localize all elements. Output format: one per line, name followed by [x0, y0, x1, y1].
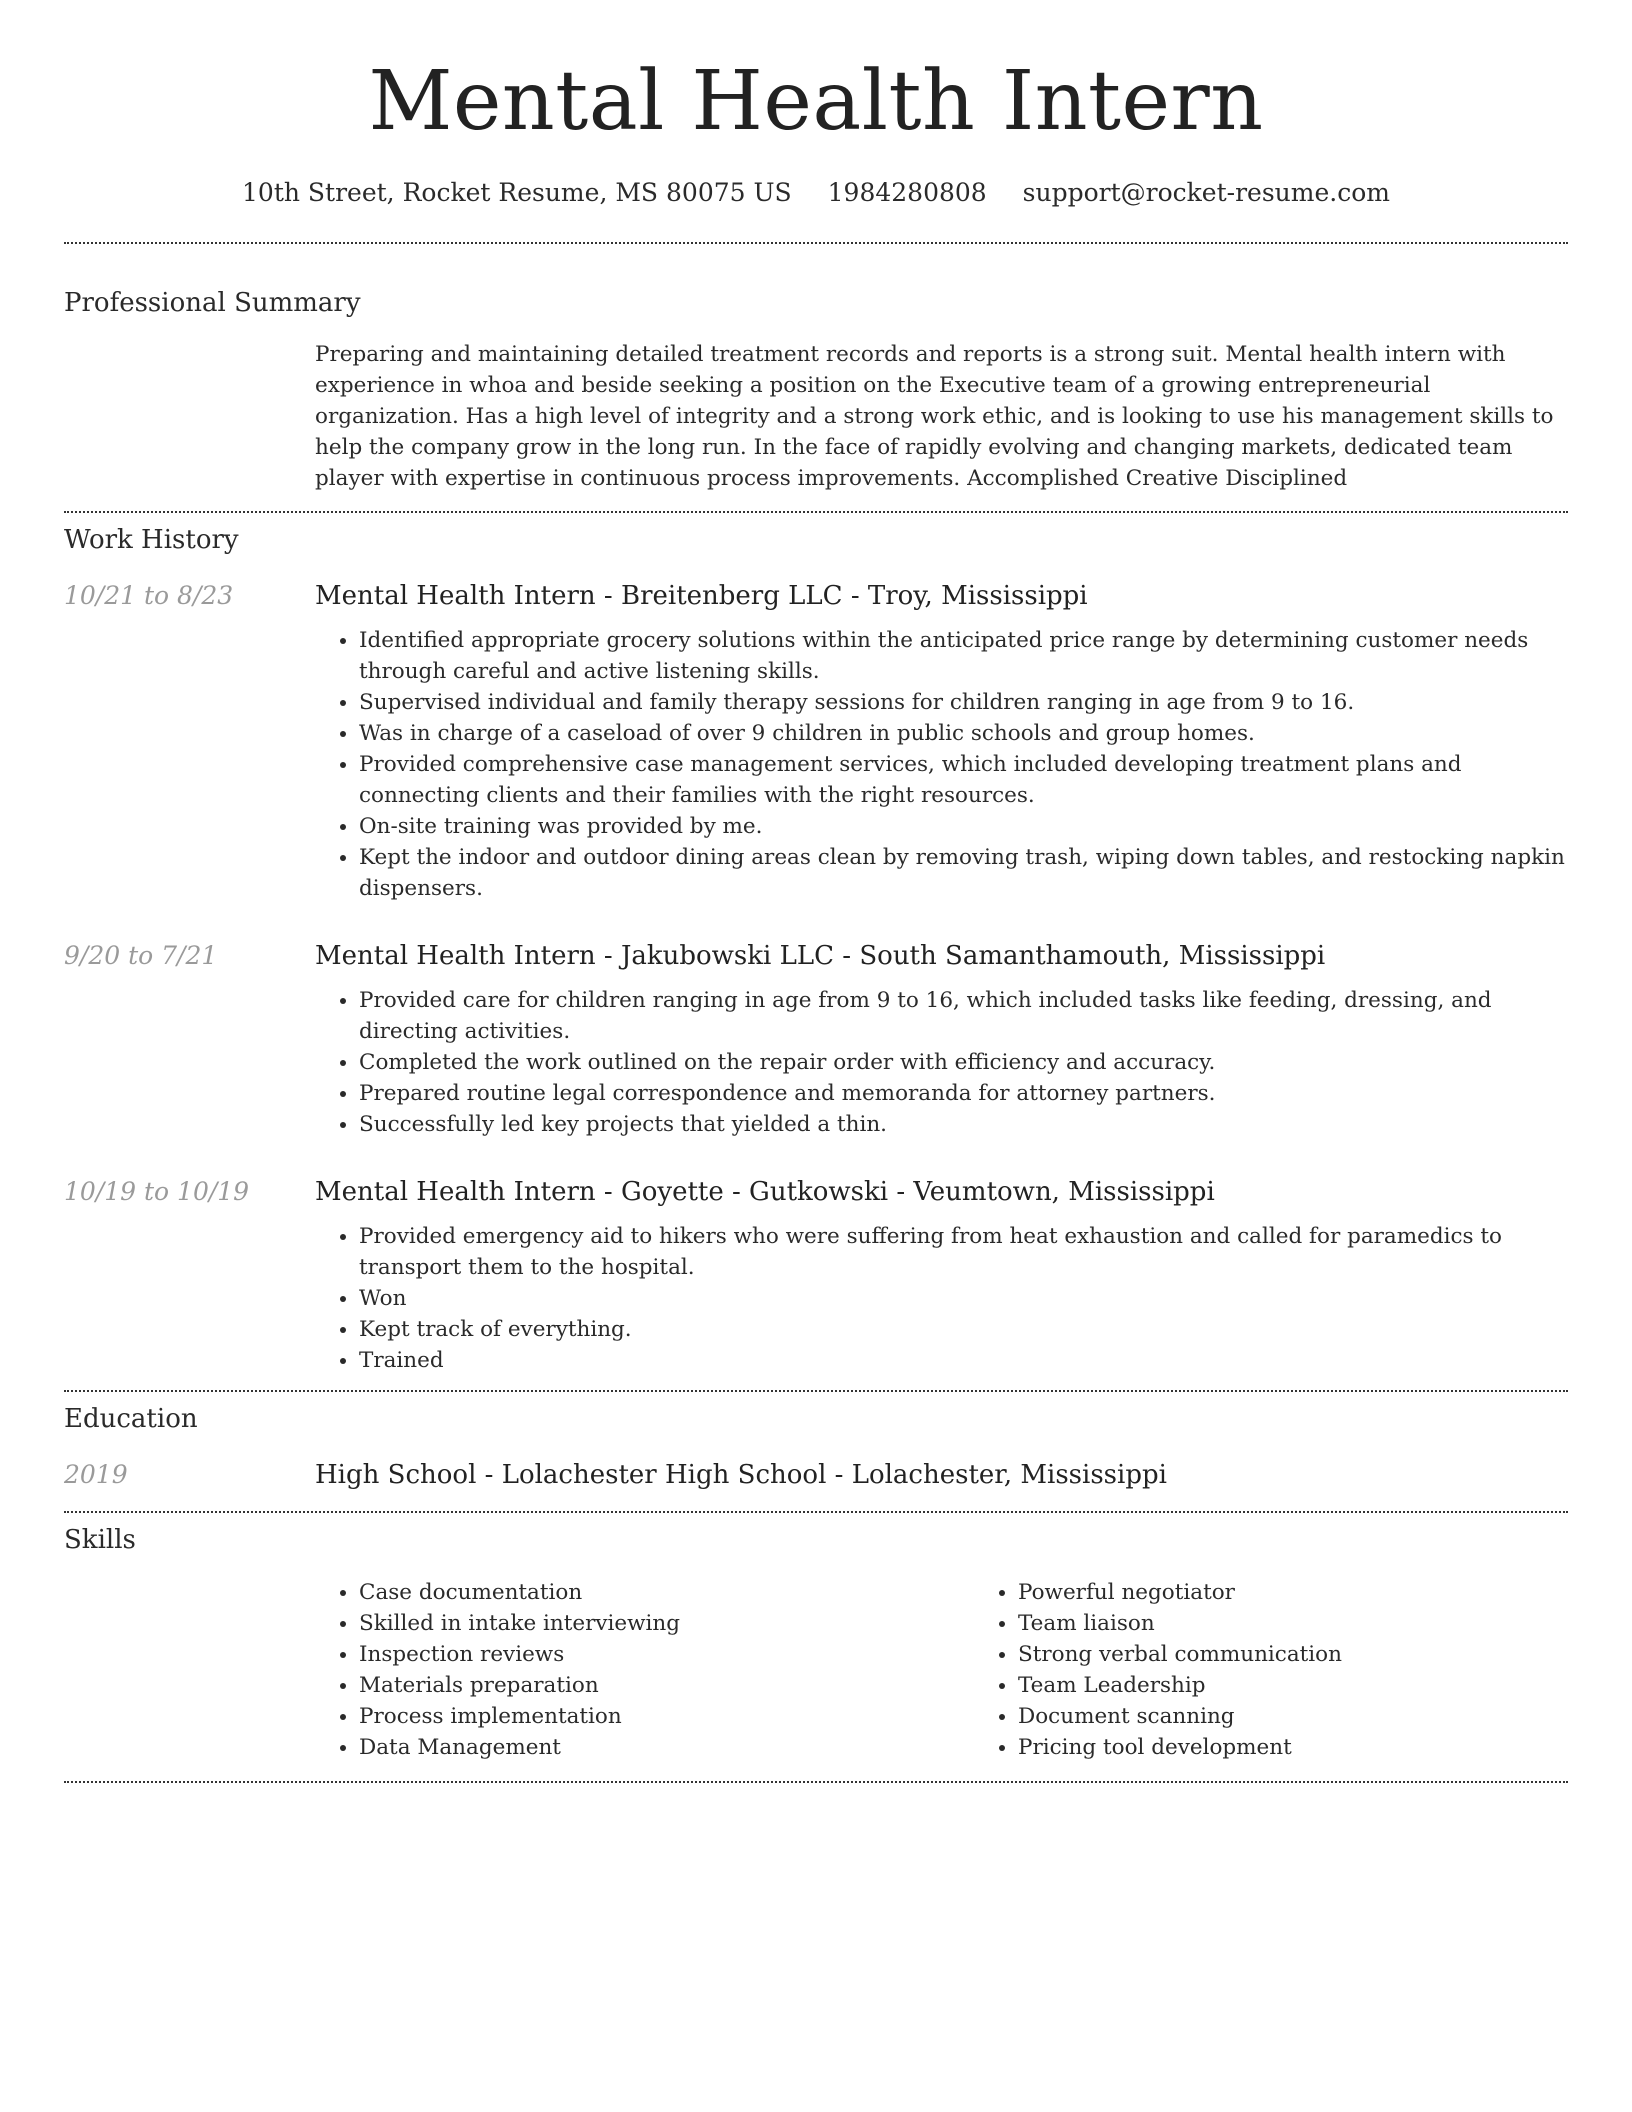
skill-item: • Pricing tool development	[1018, 1732, 1632, 1763]
header-divider	[64, 242, 1568, 244]
skill-item: • Team liaison	[1018, 1608, 1632, 1639]
job-bullet: • Successfully led key projects that yielded a thin.	[359, 1109, 1568, 1140]
job-heading: Mental Health Intern - Breitenberg LLC - Troy, Mississippi	[315, 581, 1088, 611]
skills-row	[64, 1577, 1568, 1763]
job-bullet: • Kept the indoor and outdoor dining areas clean by removing trash, wiping down tables, and restocking napkin dispensers.	[359, 842, 1568, 904]
job-bullet: • Kept track of everything.	[359, 1314, 1568, 1345]
skills-list-left	[315, 1577, 974, 1763]
skill-item: • Team Leadership	[1018, 1670, 1632, 1701]
job-bullets	[315, 1221, 1568, 1376]
job-bullet: • Won	[359, 1283, 1568, 1314]
job-entry	[64, 939, 1568, 1140]
job-bullet: • Provided emergency aid to hikers who were suffering from heat exhaustion and called for paramedics to transport them to the hospital.	[359, 1221, 1568, 1283]
job-dates: 10/21 to 8/23	[64, 581, 234, 610]
skill-item: • Case documentation	[359, 1577, 974, 1608]
education-section-title: Education	[64, 1404, 198, 1434]
skills-divider	[64, 1781, 1568, 1783]
summary-section-title: Professional Summary	[64, 288, 361, 318]
job-bullet: • Identified appropriate grocery solutions within the anticipated price range by determining customer needs through careful and active listening skills.	[359, 625, 1568, 687]
education-divider	[64, 1511, 1568, 1513]
education-entry	[64, 1458, 1568, 1492]
skills-list-right	[974, 1577, 1632, 1763]
job-bullet: • Provided care for children ranging in age from 9 to 16, which included tasks like feeding, dressing, and directing activities.	[359, 985, 1568, 1047]
contact-phone: 1984280808	[827, 178, 987, 207]
contact-email: support@rocket-resume.com	[1022, 178, 1390, 207]
skill-item: • Inspection reviews	[359, 1639, 974, 1670]
skill-item: • Skilled in intake interviewing	[359, 1608, 974, 1639]
skill-item: • Data Management	[359, 1732, 974, 1763]
job-heading: Mental Health Intern - Goyette - Gutkowski - Veumtown, Mississippi	[315, 1177, 1215, 1207]
skill-item: • Document scanning	[1018, 1701, 1632, 1732]
education-heading: High School - Lolachester High School - Lolachester, Mississippi	[315, 1460, 1167, 1490]
job-dates: 10/19 to 10/19	[64, 1177, 250, 1206]
job-bullet: • Was in charge of a caseload of over 9 children in public schools and group homes.	[359, 718, 1568, 749]
skill-item: • Strong verbal communication	[1018, 1639, 1632, 1670]
contact-address: 10th Street, Rocket Resume, MS 80075 US	[242, 178, 792, 207]
contact-line	[64, 176, 1568, 210]
work-divider	[64, 1390, 1568, 1392]
job-bullet: • Prepared routine legal correspondence and memoranda for attorney partners.	[359, 1078, 1568, 1109]
job-entry	[64, 1175, 1568, 1376]
skill-item: • Powerful negotiator	[1018, 1577, 1632, 1608]
job-dates: 9/20 to 7/21	[64, 941, 218, 970]
work-section-title: Work History	[64, 525, 239, 555]
job-heading: Mental Health Intern - Jakubowski LLC - South Samanthamouth, Mississippi	[315, 941, 1326, 971]
resume-page	[64, 0, 1568, 1783]
job-bullet: • Trained	[359, 1345, 1568, 1376]
summary-divider	[64, 511, 1568, 513]
job-bullet: • Provided comprehensive case management services, which included developing treatment plans and connecting clients and their families with the right resources.	[359, 749, 1568, 811]
job-entry	[64, 579, 1568, 904]
skill-item: • Materials preparation	[359, 1670, 974, 1701]
job-bullet: • On-site training was provided by me.	[359, 811, 1568, 842]
job-bullets	[315, 625, 1568, 904]
candidate-name: Mental Health Intern	[368, 54, 1264, 149]
skills-columns	[315, 1577, 1632, 1763]
skills-section-title: Skills	[64, 1525, 136, 1555]
job-bullets	[315, 985, 1568, 1140]
skill-item: • Process implementation	[359, 1701, 974, 1732]
summary-text: Preparing and maintaining detailed treatment records and reports is a strong suit. Mental health intern with experience in whoa and beside seeking a position on the Executive team of a growing entrepreneurial organization. Has a high level of integrity and a strong work ethic, and is looking to use his management skills to help the company grow in the long run. In the face of rapidly evolving and changing markets, dedicated team player with expertise in continuous process improvements. Accomplished Creative Disciplined	[315, 342, 1554, 491]
education-year: 2019	[64, 1460, 128, 1489]
job-bullet: • Completed the work outlined on the repair order with efficiency and accuracy.	[359, 1047, 1568, 1078]
job-bullet: • Supervised individual and family therapy sessions for children ranging in age from 9 to 16.	[359, 687, 1568, 718]
summary-row	[64, 339, 1568, 494]
